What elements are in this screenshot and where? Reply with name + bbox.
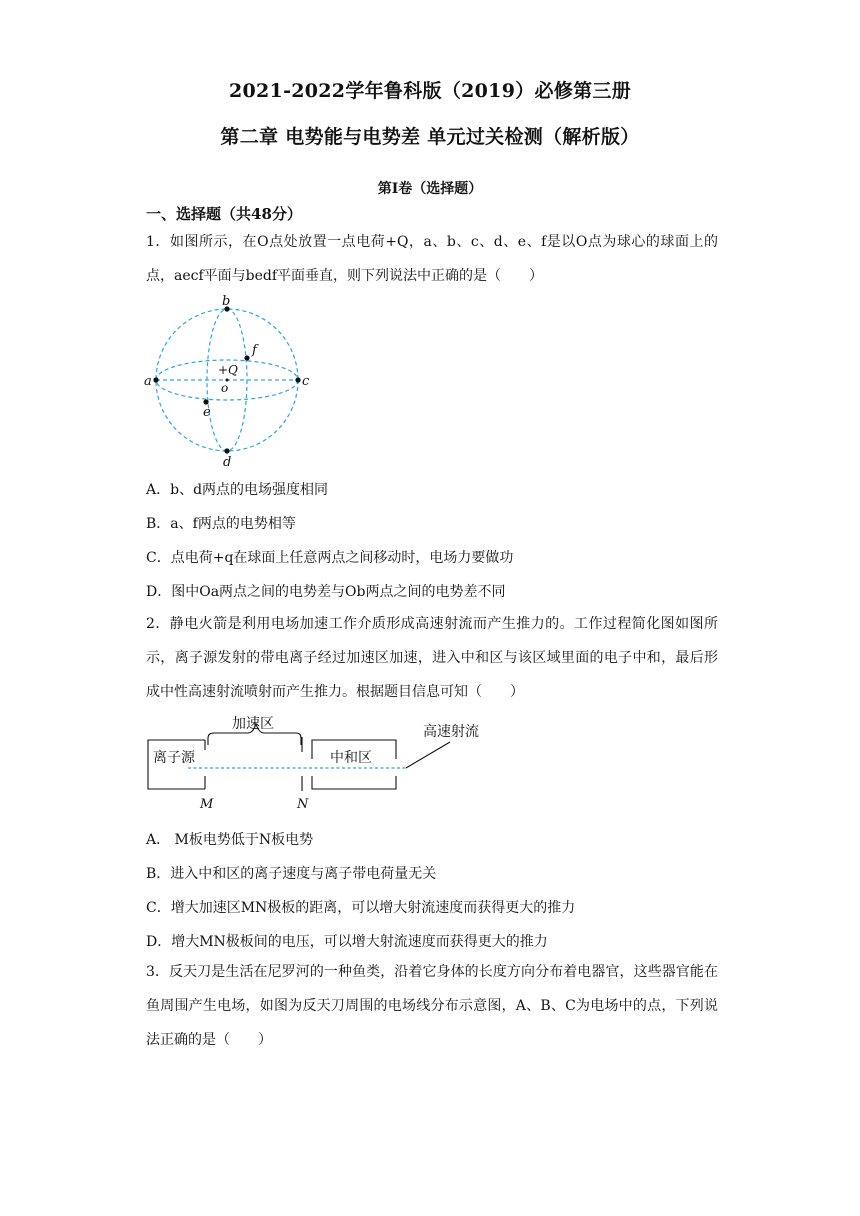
label-accel-zone: 加速区 bbox=[232, 716, 274, 732]
label-ion-source: 离子源 bbox=[153, 750, 195, 766]
point-a bbox=[153, 377, 158, 382]
document-title-line1: 2021-2022学年鲁科版（2019）必修第三册 bbox=[228, 80, 632, 102]
point-c bbox=[295, 377, 300, 382]
q1-stem: 1．如图所示，在O点处放置一点电荷+Q，a、b、c、d、e、f是以O点为球心的球面上的点，aecf平面与bedf平面垂直，则下列说法中正确的是（ ） bbox=[146, 234, 718, 284]
neutral-zone-box-lower bbox=[312, 776, 396, 789]
point-d bbox=[224, 448, 229, 453]
label-jet: 高速射流 bbox=[423, 724, 479, 740]
label-o: o bbox=[221, 381, 229, 395]
q2-option-d: D．增大MN极板间的电压，可以增大射流速度而获得更大的推力 bbox=[146, 934, 548, 950]
section-title: 一、选择题（共48分） bbox=[146, 205, 302, 223]
point-e bbox=[203, 399, 208, 404]
label-b: b bbox=[222, 294, 231, 309]
label-n: N bbox=[297, 797, 309, 812]
q2-option-c: C．增大加速区MN极板的距离，可以增大射流速度而获得更大的推力 bbox=[146, 900, 576, 916]
point-f bbox=[244, 355, 249, 360]
label-f: f bbox=[252, 343, 257, 358]
label-e: e bbox=[203, 405, 211, 420]
q2-rocket-figure bbox=[140, 712, 490, 814]
label-d: d bbox=[223, 455, 232, 470]
document-title-line2: 第二章 电势能与电势差 单元过关检测（解析版） bbox=[220, 126, 640, 148]
part-title: 第Ⅰ卷（选择题） bbox=[377, 181, 483, 197]
q1-sphere-figure bbox=[140, 292, 320, 470]
label-m: M bbox=[200, 797, 214, 812]
q1-option-a: A．b、d两点的电场强度相同 bbox=[146, 482, 329, 498]
label-neutral-zone: 中和区 bbox=[330, 750, 372, 766]
label-c: c bbox=[302, 374, 310, 389]
q1-option-c: C．点电荷+q在球面上任意两点之间移动时，电场力要做功 bbox=[146, 550, 514, 566]
q2-option-a: A． M板电势低于N板电势 bbox=[146, 832, 314, 848]
jet-pointer bbox=[406, 742, 450, 768]
q1-option-b: B．a、f两点的电势相等 bbox=[146, 516, 296, 532]
q3-stem: 3．反天刀是生活在尼罗河的一种鱼类，沿着它身体的长度方向分布着电器官，这些器官能在鱼周围产生电场，如图为反天刀周围的电场线分布示意图，A、B、C为电场中的点，下列说法正确的是（ ） bbox=[146, 964, 718, 1048]
q1-option-d: D．图中Oa两点之间的电势差与Ob两点之间的电势差不同 bbox=[146, 584, 506, 600]
q2-option-b: B．进入中和区的离子速度与离子带电荷量无关 bbox=[146, 866, 437, 882]
q2-stem: 2．静电火箭是利用电场加速工作介质形成高速射流而产生推力的。工作过程简化图如图所示，离子源发射的带电离子经过加速区加速，进入中和区与该区域里面的电子中和，最后形成中性高速射流喷射而产生推力。根据题目信息可知（ ） bbox=[146, 616, 718, 700]
label-a: a bbox=[144, 374, 152, 389]
label-charge: +Q bbox=[218, 363, 238, 377]
